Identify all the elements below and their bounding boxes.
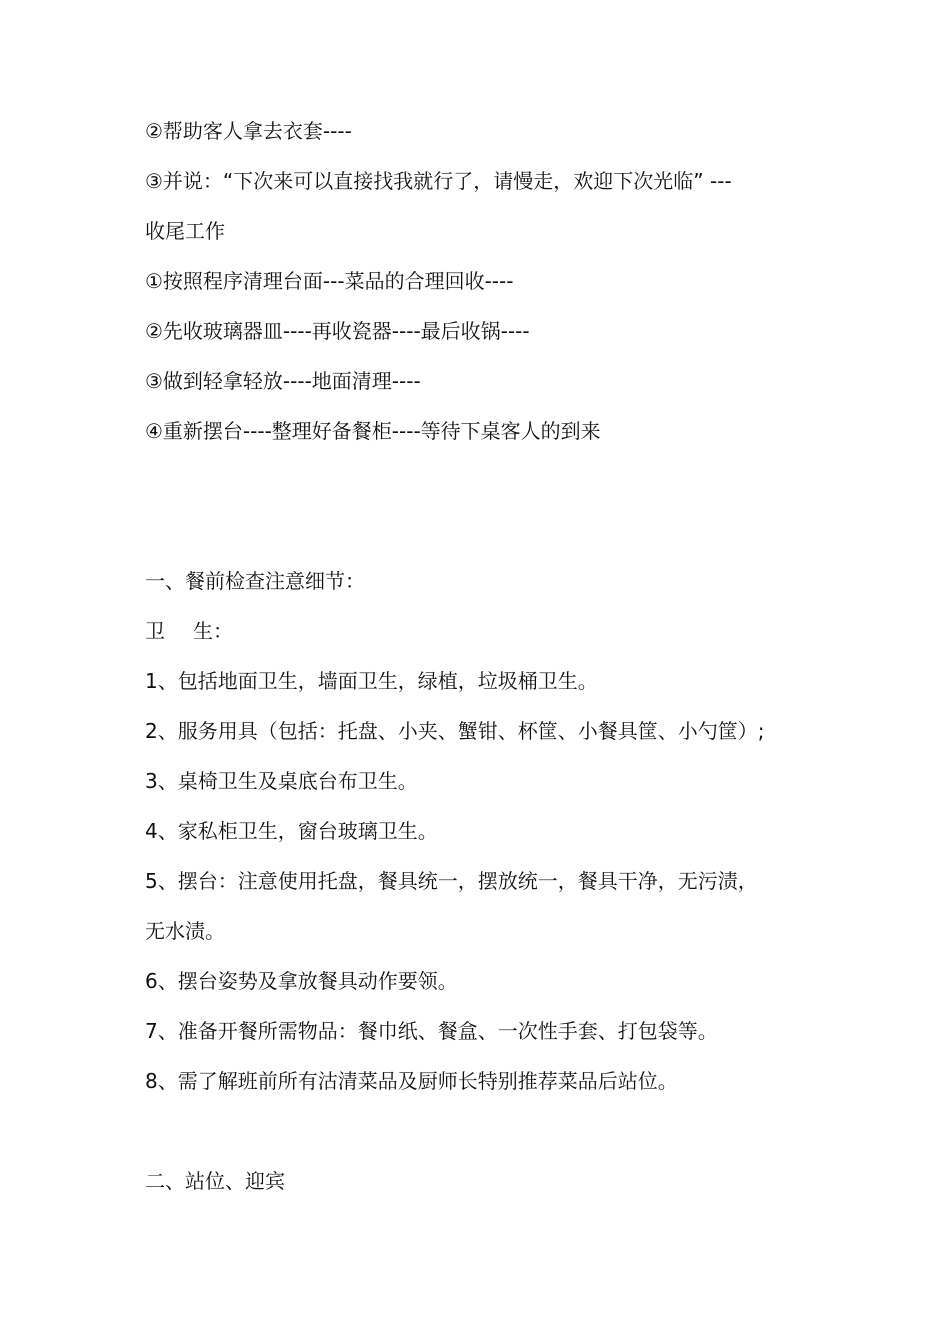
section-heading-positioning-greeting: 二、站位、迎宾 <box>145 1169 285 1193</box>
list-item: 7、准备开餐所需物品：餐巾纸、餐盒、一次性手套、打包袋等。 <box>145 1019 718 1043</box>
list-item: 2、服务用具（包括：托盘、小夹、蟹钳、杯筐、小餐具筐、小勺筐）; <box>145 719 765 743</box>
paragraph-line: ①按照程序清理台面---菜品的合理回收---- <box>145 269 514 293</box>
section-title-closing-work: 收尾工作 <box>145 219 225 243</box>
subheading-hygiene-part-a: 卫 <box>145 619 165 643</box>
paragraph-line: ②先收玻璃器皿----再收瓷器----最后收锅---- <box>145 319 530 343</box>
list-item: 3、桌椅卫生及桌底台布卫生。 <box>145 769 418 793</box>
subheading-hygiene-part-b: 生： <box>193 619 233 643</box>
section-heading-pre-meal-check: 一、餐前检查注意细节： <box>145 569 365 593</box>
list-item-continuation: 无水渍。 <box>145 919 225 943</box>
paragraph-line: ③做到轻拿轻放----地面清理---- <box>145 369 421 393</box>
paragraph-line: ②帮助客人拿去衣套---- <box>145 119 352 143</box>
list-item: 4、家私柜卫生，窗台玻璃卫生。 <box>145 819 438 843</box>
blank-space <box>145 456 845 556</box>
list-item: 5、摆台：注意使用托盘，餐具统一，摆放统一，餐具干净，无污渍， <box>145 869 758 893</box>
document-body <box>145 106 845 1206</box>
paragraph-line: ③并说：“下次来可以直接找我就行了，请慢走，欢迎下次光临” --- <box>145 169 732 193</box>
subheading-hygiene <box>145 606 845 656</box>
paragraph-line: ④重新摆台----整理好备餐柜----等待下桌客人的到来 <box>145 419 601 443</box>
list-item: 6、摆台姿势及拿放餐具动作要领。 <box>145 969 458 993</box>
list-item: 1、包括地面卫生，墙面卫生，绿植，垃圾桶卫生。 <box>145 669 598 693</box>
blank-space <box>145 1106 845 1156</box>
list-item: 8、需了解班前所有沽清菜品及厨师长特别推荐菜品后站位。 <box>145 1069 678 1093</box>
